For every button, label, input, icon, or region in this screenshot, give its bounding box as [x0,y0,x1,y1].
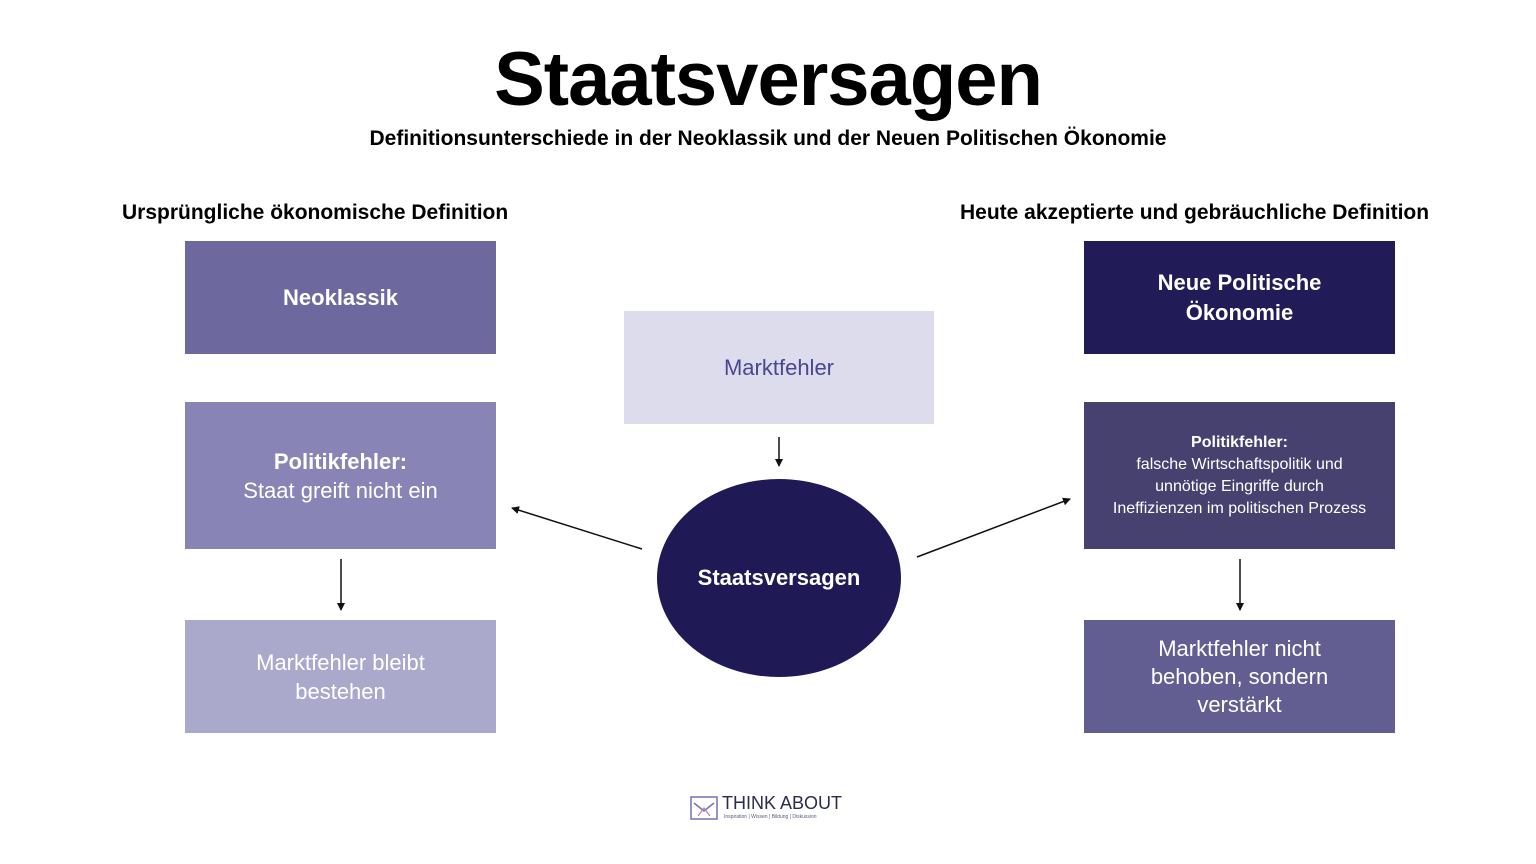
politikfehler-right-line1: falsche Wirtschaftspolitik und [1136,455,1343,473]
marktfehler-center-label: Marktfehler [723,354,835,380]
page-subtitle: Definitionsunterschiede in der Neoklassik und der Neuen Politischen Ökonomie [369,127,1167,150]
marktfehler-right-line2: behoben, sondern [1150,663,1329,689]
marktfehler-right-line1: Marktfehler nicht [1158,635,1321,661]
politikfehler-left-text: Staat greift nicht ein [243,477,438,503]
npo-line1: Neue Politische [1157,269,1322,295]
arrow-staatsversagen-to-politik-left [512,508,642,549]
politikfehler-right-title: Politikfehler: [1191,433,1288,451]
page-title: Staatsversagen [494,37,1042,122]
politikfehler-right-line2: unnötige Eingriffe durch [1155,477,1324,495]
marktfehler-right-line3: verstärkt [1197,691,1282,717]
right-column-heading: Heute akzeptierte und gebräuchliche Definition [960,201,1430,224]
staatsversagen-label: Staatsversagen [697,565,861,590]
logo-name: THINK ABOUT [722,793,843,813]
left-column-heading: Ursprüngliche ökonomische Definition [122,201,509,224]
marktfehler-left-line1: Marktfehler bleibt [256,649,425,675]
npo-line2: Ökonomie [1185,299,1294,325]
marktfehler-left-line2: bestehen [295,678,386,704]
neoklassik-label: Neoklassik [283,284,398,310]
logo-tagline: Inspiration | Wissen | Bildung | Diskussion [724,814,817,820]
politikfehler-right-line3: Ineffizienzen im politischen Prozess [1112,499,1367,517]
politikfehler-left-title: Politikfehler: [273,448,408,474]
arrow-staatsversagen-to-politik-right [917,499,1070,557]
